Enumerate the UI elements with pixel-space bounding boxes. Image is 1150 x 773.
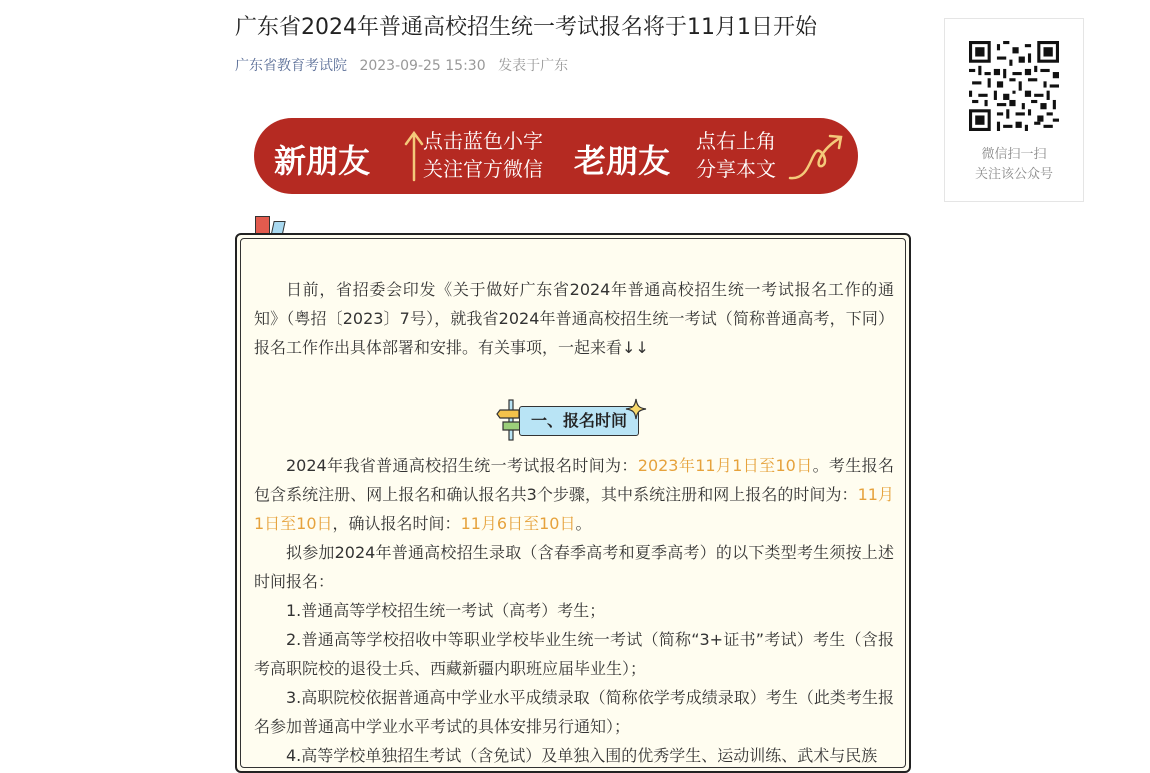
highlight-date-range: 2023年11月1日至10日: [637, 456, 813, 475]
highlight-online-dates: 11月1日至10日: [254, 485, 894, 533]
paragraph-registration-time: 2024年我省普通高校招生统一考试报名时间为：2023年11月1日至10日。考生报名包含系统注册、网上报名和确认报名共3个步骤，其中系统注册和网上报名的时间为：11月1日至10日，确认报名时间：11月6日至10日。: [254, 456, 894, 533]
follow-banner: [254, 118, 858, 194]
list-item-3: 3.高职院校依据普通高中学业水平成绩录取（简称依学考成绩录取）考生（此类考生报名参加普通高中学业水平考试的具体安排另行通知）；: [254, 688, 894, 736]
qr-caption: 微信扫一扫 关注该公众号: [974, 147, 1053, 182]
share-swoosh-icon: [786, 128, 848, 186]
section-heading: [497, 398, 647, 442]
publish-location: 发表于广东: [498, 58, 569, 74]
banner-old-hint: 点右上角 分享本文: [696, 129, 776, 181]
highlight-confirm-dates: 11月6日至10日: [460, 514, 576, 533]
sparkle-icon: [625, 398, 647, 420]
banner-new-friend: 新朋友: [274, 142, 371, 180]
arrow-up-icon: [404, 130, 424, 182]
paragraph-candidate-types: 拟参加2024年普通高校招生录取（含春季高考和夏季高考）的以下类型考生须按上述时间报名：: [254, 543, 894, 591]
author-link[interactable]: 广东省教育考试院: [235, 58, 347, 74]
banner-new-hint: 点击蓝色小字 关注官方微信: [423, 129, 543, 181]
list-item-1: 1.普通高等学校招生统一考试（高考）考生；: [286, 601, 606, 620]
publish-date: 2023-09-25 15:30: [359, 58, 486, 74]
list-item-4: [254, 741, 894, 750]
intro-paragraph: 日前，省招委会印发《关于做好广东省2024年普通高校招生统一考试报名工作的通知》（粤招〔2023〕7号），就我省2024年普通高校招生统一考试（简称普通高考，下同）报名工作作出具体部署和安排。有关事项，一起来看↓↓: [254, 280, 894, 357]
banner-old-friend: 老朋友: [574, 142, 671, 180]
section-title: 一、报名时间: [519, 406, 639, 436]
qr-panel: [944, 18, 1084, 202]
qr-code-icon[interactable]: [969, 41, 1059, 131]
article-meta: [235, 55, 568, 75]
article-title: 广东省2024年普通高校招生统一考试报名将于11月1日开始: [235, 15, 817, 40]
list-item-2: 2.普通高等学校招收中等职业学校毕业生统一考试（简称“3+证书”考试）考生（含报考高职院校的退役士兵、西藏新疆内职班应届毕业生）；: [254, 630, 894, 678]
